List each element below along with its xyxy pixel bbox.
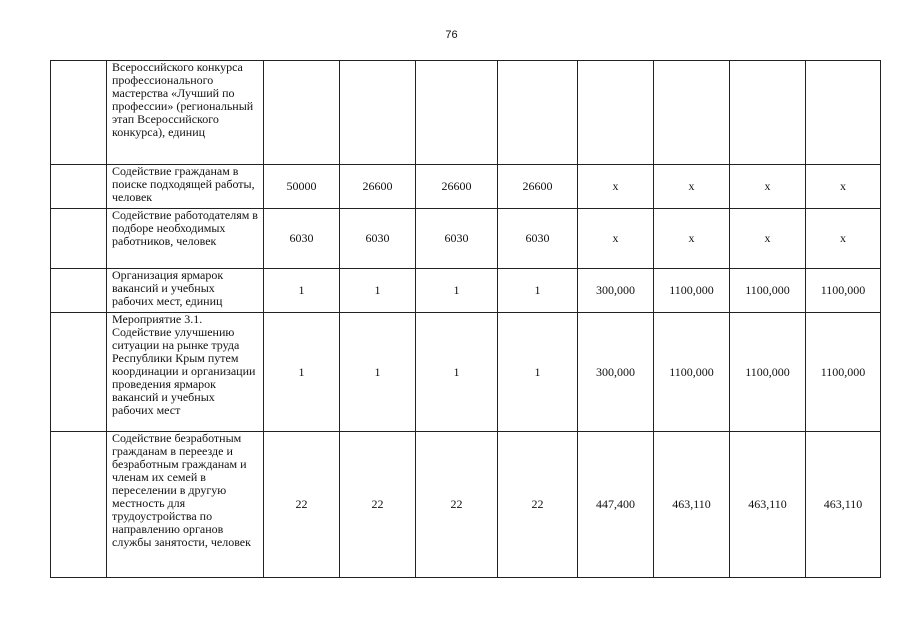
value-cell: 1100,000 <box>654 269 730 313</box>
value-cell: 463,110 <box>654 432 730 578</box>
program-indicators-table <box>50 60 881 578</box>
value-cell: 1100,000 <box>806 269 881 313</box>
row-description: Всероссийского конкурса профессионального мастерства «Лучший по профессии» (региональный этап Всероссийского конкурса), единиц <box>107 61 264 165</box>
value-cell: х <box>578 209 654 269</box>
value-cell <box>340 61 416 165</box>
value-cell: 6030 <box>264 209 340 269</box>
value-cell: х <box>654 209 730 269</box>
value-cell: 6030 <box>340 209 416 269</box>
value-cell: х <box>654 165 730 209</box>
value-cell: 300,000 <box>578 313 654 432</box>
value-cell: 447,400 <box>578 432 654 578</box>
value-cell <box>578 61 654 165</box>
value-cell: 22 <box>416 432 498 578</box>
value-cell <box>654 61 730 165</box>
value-cell: 1 <box>264 269 340 313</box>
value-cell: х <box>578 165 654 209</box>
table-row <box>51 313 881 432</box>
value-cell: 463,110 <box>730 432 806 578</box>
row-number-cell <box>51 165 107 209</box>
value-cell: 1 <box>416 269 498 313</box>
value-cell: 1 <box>340 313 416 432</box>
table-row <box>51 269 881 313</box>
value-cell: 1100,000 <box>806 313 881 432</box>
value-cell: 22 <box>340 432 416 578</box>
value-cell: 22 <box>264 432 340 578</box>
table-row <box>51 432 881 578</box>
value-cell: 26600 <box>498 165 578 209</box>
value-cell: 22 <box>498 432 578 578</box>
value-cell: 1 <box>340 269 416 313</box>
value-cell: 26600 <box>340 165 416 209</box>
value-cell: х <box>730 209 806 269</box>
row-description: Содействие работодателям в подборе необходимых работников, человек <box>107 209 264 269</box>
value-cell: 1100,000 <box>654 313 730 432</box>
value-cell: 1 <box>416 313 498 432</box>
value-cell <box>416 61 498 165</box>
value-cell: 6030 <box>416 209 498 269</box>
value-cell: х <box>730 165 806 209</box>
value-cell: 1 <box>498 269 578 313</box>
row-number-cell <box>51 61 107 165</box>
value-cell: 50000 <box>264 165 340 209</box>
value-cell: 1 <box>264 313 340 432</box>
row-description: Организация ярмарок вакансий и учебных рабочих мест, единиц <box>107 269 264 313</box>
row-number-cell <box>51 432 107 578</box>
value-cell: х <box>806 165 881 209</box>
value-cell: 1 <box>498 313 578 432</box>
value-cell <box>730 61 806 165</box>
value-cell <box>264 61 340 165</box>
row-number-cell <box>51 269 107 313</box>
value-cell: 26600 <box>416 165 498 209</box>
value-cell <box>498 61 578 165</box>
row-description: Мероприятие 3.1. Содействие улучшению ситуации на рынке труда Республики Крым путем координации и организации проведения ярмарок вакансий и учебных рабочих мест <box>107 313 264 432</box>
value-cell: х <box>806 209 881 269</box>
row-number-cell <box>51 313 107 432</box>
value-cell: 463,110 <box>806 432 881 578</box>
table-row <box>51 209 881 269</box>
value-cell: 300,000 <box>578 269 654 313</box>
table-row <box>51 61 881 165</box>
value-cell: 6030 <box>498 209 578 269</box>
page-number: 76 <box>445 29 458 41</box>
table-row <box>51 165 881 209</box>
value-cell: 1100,000 <box>730 269 806 313</box>
row-number-cell <box>51 209 107 269</box>
value-cell: 1100,000 <box>730 313 806 432</box>
row-description: Содействие гражданам в поиске подходящей работы, человек <box>107 165 264 209</box>
row-description: Содействие безработным гражданам в переезде и безработным гражданам и членам их семей в переселении в другую местность для трудоустройства по направлению органов службы занятости, человек <box>107 432 264 578</box>
value-cell <box>806 61 881 165</box>
